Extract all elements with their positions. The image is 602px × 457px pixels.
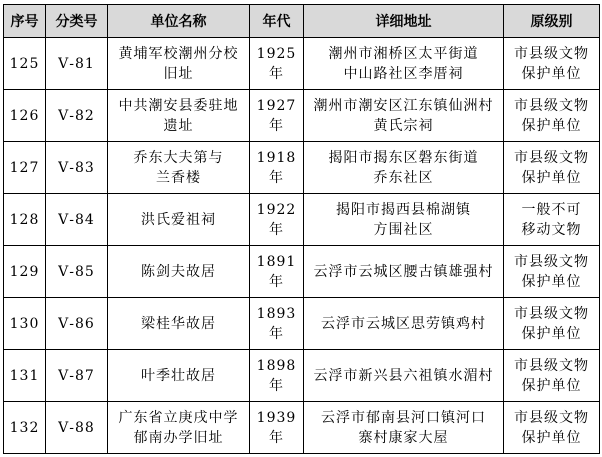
cell-address — [304, 38, 504, 90]
cell-level — [504, 38, 600, 90]
cell-era-text: 1898 年 — [256, 357, 297, 394]
cell-address-text: 云浮市新兴县六祖镇水湄村 — [313, 367, 494, 384]
cell-address — [304, 194, 504, 246]
cell-level-text: 市县级文物 保护单位 — [514, 149, 589, 186]
cell-unit-name-text: 乔东大夫第与 兰香楼 — [133, 149, 224, 186]
cell-address — [304, 298, 504, 350]
cell-era — [250, 194, 304, 246]
cell-seq-text: 128 — [9, 211, 40, 228]
table-body — [4, 38, 600, 454]
cell-address — [304, 246, 504, 298]
cell-era-text: 1922 年 — [256, 201, 297, 238]
cell-seq — [4, 402, 46, 454]
table-row — [4, 194, 600, 246]
cell-seq — [4, 350, 46, 402]
table-row — [4, 90, 600, 142]
cell-address — [304, 350, 504, 402]
cell-code-text: Ⅴ-86 — [58, 315, 95, 332]
cell-unit-name-text: 陈剑夫故居 — [141, 263, 216, 280]
cell-unit-name-text: 中共潮安县委驻地 遗址 — [118, 97, 239, 134]
cell-seq-text: 127 — [9, 159, 40, 176]
cell-unit-name-text: 叶季壮故居 — [141, 367, 216, 384]
cell-address-text: 潮州市潮安区江东镇仙洲村 黄氏宗祠 — [313, 97, 494, 134]
header-seq: 序号 — [4, 5, 46, 38]
table-row — [4, 402, 600, 454]
cell-seq-text: 129 — [9, 263, 40, 280]
cell-level — [504, 246, 600, 298]
cell-unit-name — [108, 142, 250, 194]
cell-era — [250, 402, 304, 454]
table-header-row — [4, 5, 600, 38]
cell-era — [250, 298, 304, 350]
cell-code — [46, 402, 108, 454]
cell-seq-text: 131 — [9, 367, 40, 384]
cell-unit-name — [108, 90, 250, 142]
cell-seq — [4, 90, 46, 142]
cell-code-text: Ⅴ-83 — [58, 159, 95, 176]
header-unit-name: 单位名称 — [108, 5, 250, 38]
cell-era — [250, 38, 304, 90]
cell-address — [304, 142, 504, 194]
cell-seq — [4, 38, 46, 90]
cell-level — [504, 402, 600, 454]
cell-level-text: 一般不可 移动文物 — [521, 201, 582, 238]
cell-seq — [4, 298, 46, 350]
cell-level-text: 市县级文物 保护单位 — [514, 305, 589, 342]
cell-level-text: 市县级文物 保护单位 — [514, 409, 589, 446]
cell-level — [504, 90, 600, 142]
cell-code — [46, 194, 108, 246]
header-era: 年代 — [250, 5, 304, 38]
cell-unit-name-text: 广东省立庚戌中学 郁南办学旧址 — [118, 409, 239, 446]
cell-unit-name — [108, 194, 250, 246]
cell-era-text: 1927 年 — [256, 97, 297, 134]
cell-seq-text: 126 — [9, 107, 40, 124]
cell-level-text: 市县级文物 保护单位 — [514, 357, 589, 394]
cell-era-text: 1925 年 — [256, 45, 297, 82]
cell-seq-text: 130 — [9, 315, 40, 332]
table-row — [4, 350, 600, 402]
cell-code — [46, 298, 108, 350]
cell-code-text: Ⅴ-82 — [58, 107, 95, 124]
table-row — [4, 38, 600, 90]
cell-era — [250, 142, 304, 194]
cell-code-text: Ⅴ-88 — [58, 419, 95, 436]
table-row — [4, 246, 600, 298]
cell-address — [304, 402, 504, 454]
cell-level-text: 市县级文物 保护单位 — [514, 45, 589, 82]
cell-address-text: 云浮市云城区思劳镇鸡村 — [321, 315, 486, 332]
cell-unit-name — [108, 402, 250, 454]
cell-unit-name — [108, 298, 250, 350]
cell-unit-name — [108, 246, 250, 298]
cell-address-text: 揭阳市揭东区磐东街道 乔东社区 — [328, 149, 479, 186]
cell-era — [250, 350, 304, 402]
cell-level — [504, 298, 600, 350]
cell-unit-name-text: 梁桂华故居 — [141, 315, 216, 332]
cell-code — [46, 90, 108, 142]
cell-era-text: 1939 年 — [256, 409, 297, 446]
cell-unit-name-text: 洪氏爱祖祠 — [141, 211, 216, 228]
cell-level-text: 市县级文物 保护单位 — [514, 253, 589, 290]
cell-era-text: 1918 年 — [256, 149, 297, 186]
cell-era — [250, 246, 304, 298]
table-row — [4, 298, 600, 350]
heritage-sites-table — [3, 4, 600, 454]
cell-code-text: Ⅴ-87 — [58, 367, 95, 384]
cell-unit-name — [108, 350, 250, 402]
cell-address-text: 揭阳市揭西县棉湖镇 方围社区 — [336, 201, 471, 238]
cell-seq-text: 132 — [9, 419, 40, 436]
cell-seq — [4, 142, 46, 194]
cell-code — [46, 350, 108, 402]
cell-level — [504, 142, 600, 194]
cell-code — [46, 246, 108, 298]
cell-address — [304, 90, 504, 142]
cell-era-text: 1893 年 — [256, 305, 297, 342]
cell-era — [250, 90, 304, 142]
cell-address-text: 云浮市郁南县河口镇河口 寨村康家大屋 — [321, 409, 486, 446]
cell-address-text: 潮州市湘桥区太平街道 中山路社区李厝祠 — [328, 45, 479, 82]
cell-era-text: 1891 年 — [256, 253, 297, 290]
cell-code — [46, 142, 108, 194]
cell-seq-text: 125 — [9, 55, 40, 72]
cell-unit-name-text: 黄埔军校潮州分校 旧址 — [118, 45, 239, 82]
cell-seq — [4, 194, 46, 246]
cell-level — [504, 194, 600, 246]
cell-code-text: Ⅴ-84 — [58, 211, 95, 228]
header-level: 原级别 — [504, 5, 600, 38]
table-row — [4, 142, 600, 194]
cell-level — [504, 350, 600, 402]
cell-level-text: 市县级文物 保护单位 — [514, 97, 589, 134]
cell-code-text: Ⅴ-85 — [58, 263, 95, 280]
cell-seq — [4, 246, 46, 298]
cell-unit-name — [108, 38, 250, 90]
header-code: 分类号 — [46, 5, 108, 38]
header-address: 详细地址 — [304, 5, 504, 38]
cell-code-text: Ⅴ-81 — [58, 55, 95, 72]
cell-code — [46, 38, 108, 90]
cell-address-text: 云浮市云城区腰古镇雄强村 — [313, 263, 494, 280]
